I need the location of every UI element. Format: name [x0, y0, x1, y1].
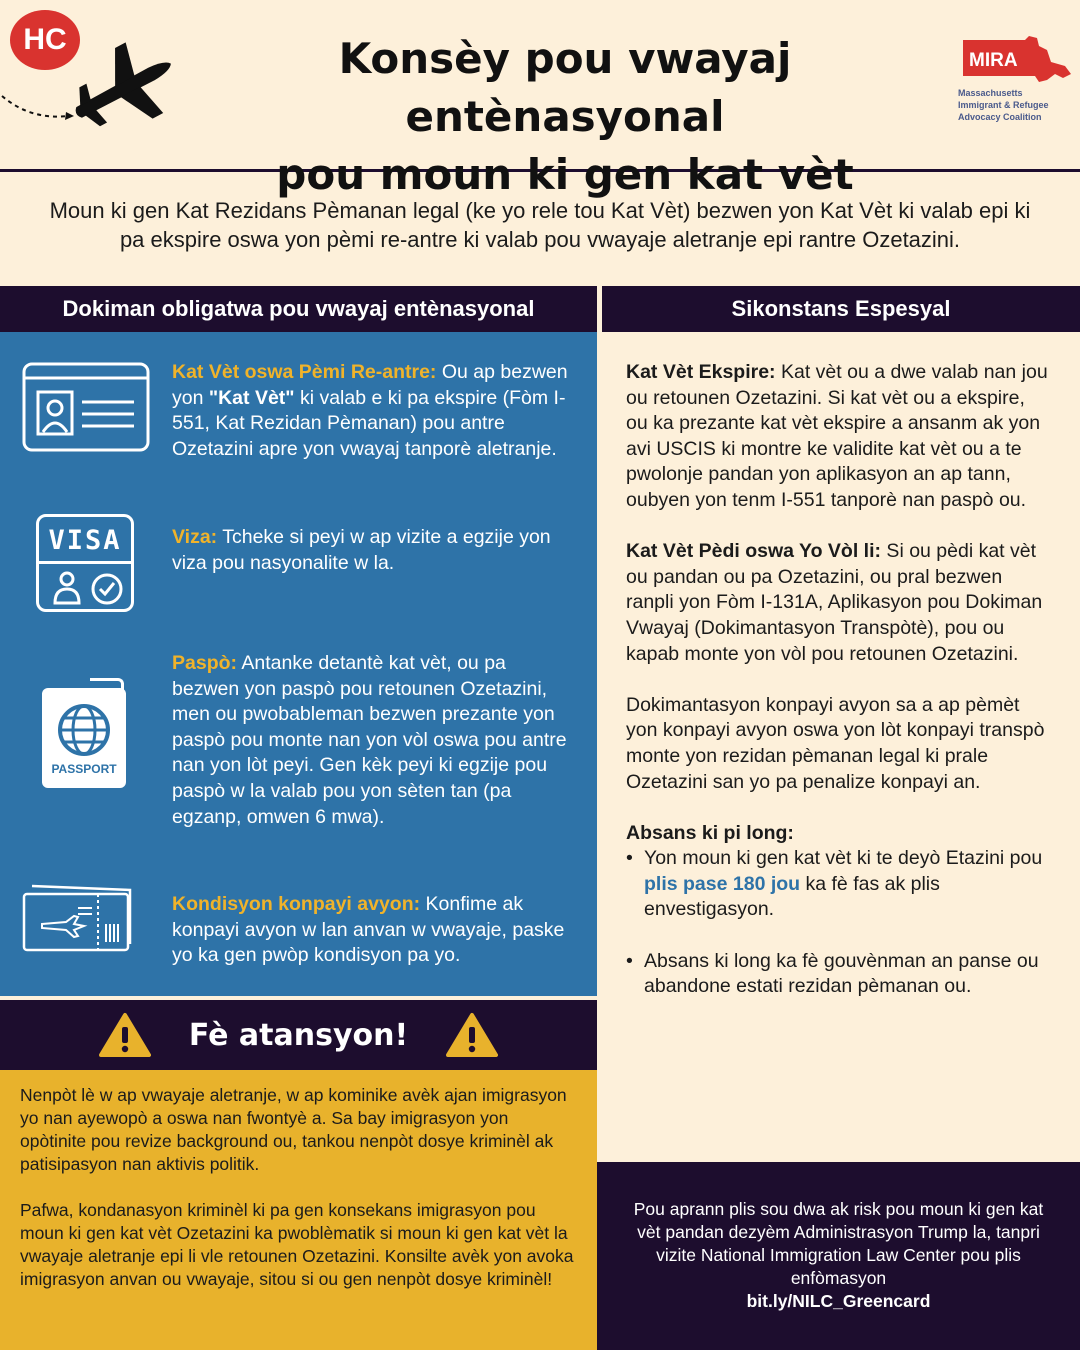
warning-paragraph-1: Nenpòt lè w ap vwayaje aletranje, w ap kominike avèk ajan imigrasyon yo nan ayewopò a oswa nan fwontyè a. Sa bay imigrasyon yon opòtinite pou revize background ou, tankou nenpòt dosye kriminèl ak patisipasyon nan aktivis politik. — [20, 1085, 567, 1174]
warning-paragraph-2: Pafwa, kondanasyon kriminèl ki pa gen konsekans imigrasyon pou moun ki gen kat vèt Ozetazini ka pwoblèmatik si moun ki gen kat vèt la vwayaje aletranje epi li vle retounen Ozetazini. Konsilte avèk yon avoka imigrasyon anvan ou vwayaje, sitou si ou gen nenpòt dosye kriminèl! — [20, 1200, 574, 1289]
footer — [597, 1162, 1080, 1350]
list-item — [626, 846, 1050, 923]
page-title — [180, 30, 950, 204]
absence-heading: Absans ki pi long: — [626, 821, 794, 844]
warning-body — [0, 1070, 597, 1350]
intro-text: Moun ki gen Kat Rezidans Pèmanan legal (ke yo rele tou Kat Vèt) bezwen yon Kat Vèt ki valab epi ki pa ekspire oswa yon pèmi re-antre ki valab pou vwayaje aletranje epi rantre Ozetazini. — [49, 198, 1031, 252]
expired-card-paragraph — [626, 360, 1050, 514]
absence-list — [626, 846, 1050, 1000]
special-circumstances-heading: Sikonstans Espesyal — [602, 286, 1080, 332]
passport-lead: Paspò: — [172, 652, 238, 674]
lost-card-paragraph — [626, 539, 1050, 667]
bullet1-highlight: plis pase 180 jou — [644, 872, 801, 895]
passport-icon-label: PASSPORT — [51, 762, 117, 776]
list-item: • Absans ki long ka fè gouvènman an panse ou abandone estati rezidan pèmanan ou. — [626, 949, 1050, 1000]
visa-lead: Viza: — [172, 526, 218, 548]
green-card-bold: "Kat Vèt" — [208, 386, 295, 409]
green-card-pre: Ou ap bezwen yon — [172, 361, 568, 409]
expired-card-text: Kat vèt ou a dwe valab nan jou ou retounen Ozetazini. Si kat vèt ou a ekspire, ou ka prezante kat vèt ekspire a ansanm ak yon avi USCIS ki montre ke validite kat vèt ou a te pwolonje pandan yon aplikasyon an ap tann, oubyen yon tenm I-551 tanporè nan paspò ou. — [626, 361, 1048, 511]
airline-text: Konfime ak konpayi avyon w lan anvan w vwayaje, paske yo ka gen pwòp kondisyon pa yo. — [172, 893, 565, 967]
warning-icon — [99, 1012, 151, 1058]
green-card-item — [172, 360, 572, 462]
warning-heading-bar — [0, 1000, 597, 1070]
hc-badge: HC — [10, 10, 80, 70]
visa-text: Tcheke si peyi w ap vizite a egzije yon viza pou nasyonalite w la. — [172, 526, 551, 574]
lost-card-lead: Kat Vèt Pèdi oswa Yo Vòl li: — [626, 540, 882, 563]
airline-lead: Kondisyon konpayi avyon: — [172, 893, 421, 915]
green-card-icon — [22, 362, 150, 452]
required-documents-heading: Dokiman obligatwa pou vwayaj entènasyonal — [0, 286, 597, 332]
mira-sub-line1: Massachusetts — [958, 88, 1023, 98]
special-circumstances-panel — [602, 332, 1080, 1162]
mira-subtitle — [958, 87, 1078, 123]
mira-sub-line3: Advocacy Coalition — [958, 112, 1042, 122]
mira-sub-line2: Immigrant & Refugee — [958, 100, 1049, 110]
lost-card-text: Si ou pèdi kat vèt ou pandan ou pa Ozetazini, ou pral bezwen ranpli yon Fòm I-131A, Aplikasyon pou Dokiman Vwayaj (Dokimantasyon Transpòtè), pou ou kapab monte yon vòl pou retounen Ozetazini. — [626, 540, 1043, 665]
footer-text: Pou aprann plis sou dwa ak risk pou moun ki gen kat vèt pandan dezyèm Administrasyon Trump la, tanpri vizite National Immigration Law Center pou plis enfòmasyon — [633, 1199, 1044, 1288]
title-line-2: pou moun ki gen kat vèt — [276, 150, 854, 199]
visa-icon-label: VISA — [48, 525, 122, 556]
title-line-1: Konsèy pou vwayaj entènasyonal — [338, 34, 792, 141]
airplane-icon — [0, 38, 185, 138]
bullet1-pre: Yon moun ki gen kat vèt ki te deyò Etazini pou — [644, 847, 1043, 870]
green-card-lead: Kat Vèt oswa Pèmi Re-antre: — [172, 361, 437, 383]
carrier-documentation-paragraph: Dokimantasyon konpayi avyon sa a ap pèmèt yon konpayi avyon oswa yon lòt konpayi transpò monte yon rezidan pèmanan legal ki prale Ozetazini san yo pa penalize konpayi an. — [626, 693, 1045, 793]
warning-heading: Fè atansyon! — [188, 1017, 409, 1053]
required-documents-panel — [0, 332, 597, 996]
header — [0, 0, 1080, 199]
bullet1-post: ka fè fas ak plis envestigasyon. — [644, 872, 940, 921]
green-card-text: ki valab e ki pa ekspire (Fòm I-551, Kat Rezidan Pèmanan) pou antre Ozetazini apre yon vwayaj tanporè aletranje. — [172, 386, 566, 460]
boarding-pass-icon — [22, 884, 134, 954]
visa-item — [172, 525, 572, 576]
svg-text:MIRA: MIRA — [969, 50, 1018, 71]
passport-text: Antanke detantè kat vèt, ou pa bezwen yon paspò pou retounen Ozetazini, men ou pwobableman bezwen prezante yon paspò pou monte nan yon vòl oswa pou antre nan yon lòt peyi. Gen kèk peyi ki egzije pou paspò w la valab pou yon sèten tan (pa egzanp, omwen 6 mwa). — [172, 652, 567, 828]
nilc-link[interactable]: bit.ly/NILC_Greencard — [746, 1291, 931, 1311]
passport-item — [172, 651, 567, 830]
passport-icon — [42, 688, 126, 788]
expired-card-lead: Kat Vèt Ekspire: — [626, 361, 776, 383]
airline-item — [172, 892, 572, 969]
visa-icon — [36, 514, 134, 612]
warning-icon — [446, 1012, 498, 1058]
